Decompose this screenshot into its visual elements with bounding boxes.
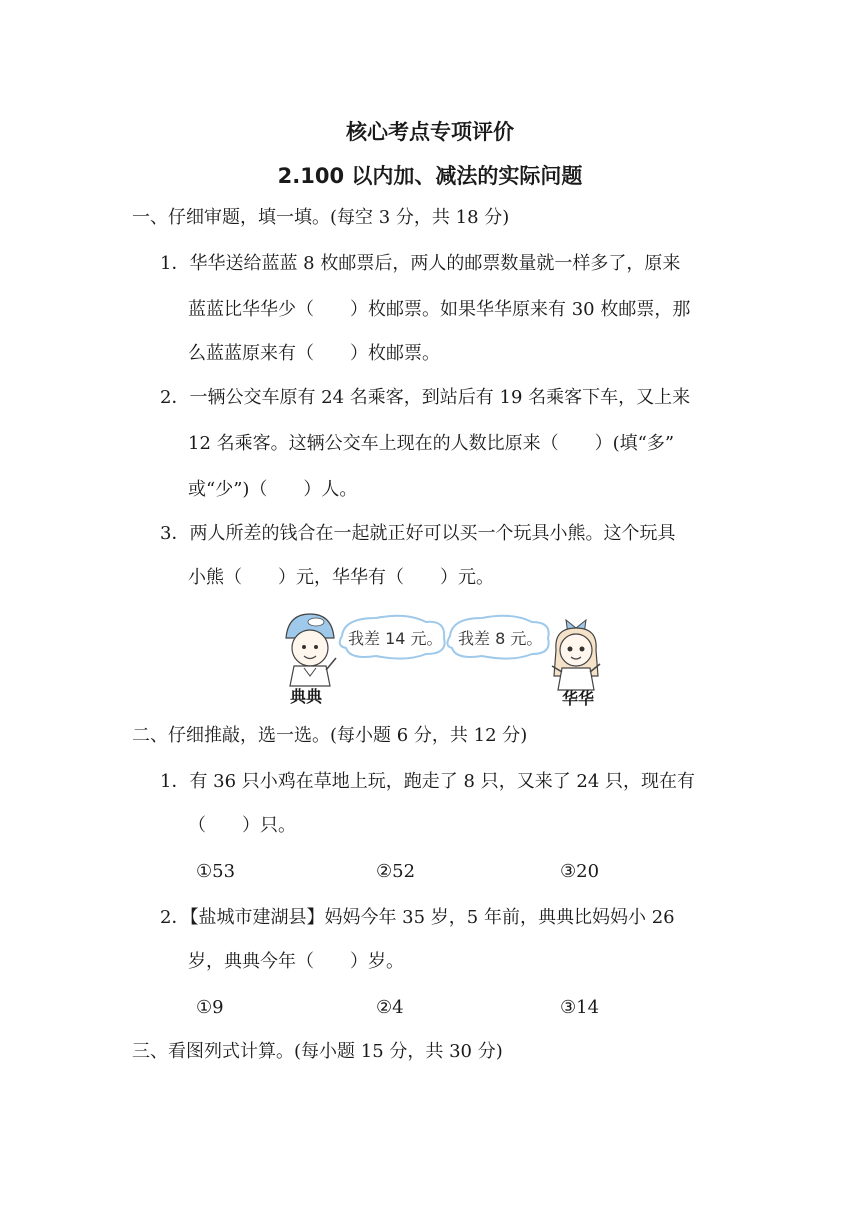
- page-title: 核心考点专项评价: [346, 120, 514, 144]
- question-1-1-line-2: 蓝蓝比华华少（ ）枚邮票。如果华华原来有 30 枚邮票，那: [188, 299, 691, 320]
- boy-figure: [286, 614, 336, 686]
- section-1-heading: 一、仔细审题，填一填。(每空 3 分，共 18 分): [132, 207, 510, 228]
- question-2-2-option-2: ②4: [376, 997, 404, 1018]
- question-2-1-option-1: ①53: [196, 861, 236, 882]
- section-2-heading: 二、仔细推敲，选一选。(每小题 6 分，共 12 分): [132, 725, 528, 746]
- question-2-2-line-2: 岁，典典今年（ ）岁。: [188, 951, 404, 972]
- question-2-2-option-1: ①9: [196, 997, 224, 1018]
- question-2-1-line-2: （ ）只。: [188, 815, 296, 836]
- speech-text-right: 我差 8 元。: [458, 629, 543, 648]
- question-1-2-line-2: 12 名乘客。这辆公交车上现在的人数比原来（ ）(填“多”: [188, 433, 675, 454]
- girl-figure: [552, 620, 600, 690]
- question-1-1-line-3: 么蓝蓝原来有（ ）枚邮票。: [188, 343, 440, 364]
- question-2-2-line-1: 2．【盐城市建湖县】妈妈今年 35 岁，5 年前，典典比妈妈小 26: [160, 907, 675, 928]
- question-2-1-line-1: 1．有 36 只小鸡在草地上玩，跑走了 8 只，又来了 24 只，现在有: [160, 771, 696, 792]
- character-name-left: 典典: [290, 687, 323, 706]
- question-1-3-line-1: 3．两人所差的钱合在一起就正好可以买一个玩具小熊。这个玩具: [160, 523, 676, 544]
- question-1-1-line-1: 1．华华送给蓝蓝 8 枚邮票后，两人的邮票数量就一样多了，原来: [160, 253, 681, 274]
- question-1-3-line-2: 小熊（ ）元，华华有（ ）元。: [188, 567, 494, 588]
- section-3-heading: 三、看图列式计算。(每小题 15 分，共 30 分): [132, 1041, 503, 1062]
- character-name-right: 华华: [562, 689, 595, 708]
- page-subtitle: 2.100 以内加、减法的实际问题: [277, 164, 583, 188]
- question-1-2-line-3: 或“少”)（ ）人。: [188, 479, 358, 500]
- question-1-2-line-1: 2．一辆公交车原有 24 名乘客，到站后有 19 名乘客下车，又上来: [160, 387, 691, 408]
- question-2-1-option-2: ②52: [376, 861, 416, 882]
- question-2-1-option-3: ③20: [560, 861, 600, 882]
- speech-text-left: 我差 14 元。: [348, 629, 443, 648]
- question-2-2-option-3: ③14: [560, 997, 600, 1018]
- illustration: [276, 606, 616, 706]
